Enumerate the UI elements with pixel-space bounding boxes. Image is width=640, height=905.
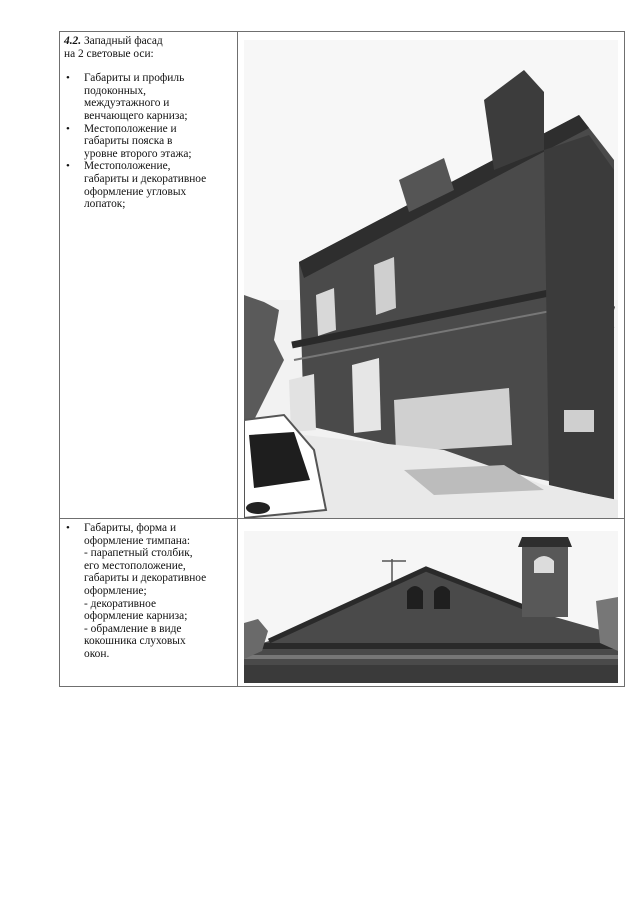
list-item-line: габариты и декоративное (84, 572, 207, 585)
list-item-line: окон. (84, 647, 110, 660)
list-item-line: габариты и декоративное (84, 172, 207, 185)
list-item-line: • Габариты и профиль (84, 72, 185, 85)
list-item (64, 72, 234, 122)
table-row (60, 519, 625, 687)
list-item-line: его местоположение, (84, 559, 186, 572)
photo-cell-west-facade (238, 32, 625, 519)
list-item-line: - обрамление в виде (84, 622, 182, 635)
feature-list (64, 522, 234, 661)
list-item-line: венчающего карниза; (84, 109, 188, 122)
list-item-line: подоконных, (84, 84, 146, 97)
section-subtitle: на 2 световые оси: (64, 47, 154, 60)
list-item-line: оформление угловых (84, 185, 187, 198)
table-row (60, 32, 625, 519)
section-title: Западный фасад (83, 35, 163, 47)
facade-spec-table (59, 31, 625, 687)
facade-photo-icon (244, 40, 618, 518)
tympanum-photo-icon (244, 531, 618, 683)
section-number: 4.2. (64, 35, 82, 47)
list-item-line: - парапетный столбик, (84, 547, 193, 560)
building-west-facade-photo (244, 40, 618, 518)
section-heading (64, 35, 234, 60)
list-item-line: оформление тимпана: (84, 534, 191, 547)
feature-cell-tympanum (60, 519, 238, 687)
list-item-line: междуэтажного и (84, 97, 170, 110)
list-item-line: лопаток; (84, 198, 126, 211)
list-item-line: габариты пояска в (84, 135, 173, 148)
list-item (64, 160, 234, 210)
photo-cell-tympanum (238, 519, 625, 687)
feature-list (64, 72, 234, 211)
list-item-line: • Местоположение и (84, 122, 177, 135)
list-item (64, 123, 234, 161)
feature-cell-west-facade (60, 32, 238, 519)
list-item (64, 522, 234, 661)
gable-tympanum-photo (244, 531, 618, 683)
list-item-line: - декоративное (84, 597, 157, 610)
list-item-line: уровне второго этажа; (84, 147, 192, 160)
list-item-line: оформление карниза; (84, 610, 188, 623)
list-item-line: кокошника слуховых (84, 635, 186, 648)
list-item-line: оформление; (84, 584, 147, 597)
list-item-line: • Габариты, форма и (84, 522, 177, 534)
list-item-line: • Местоположение, (84, 160, 171, 173)
